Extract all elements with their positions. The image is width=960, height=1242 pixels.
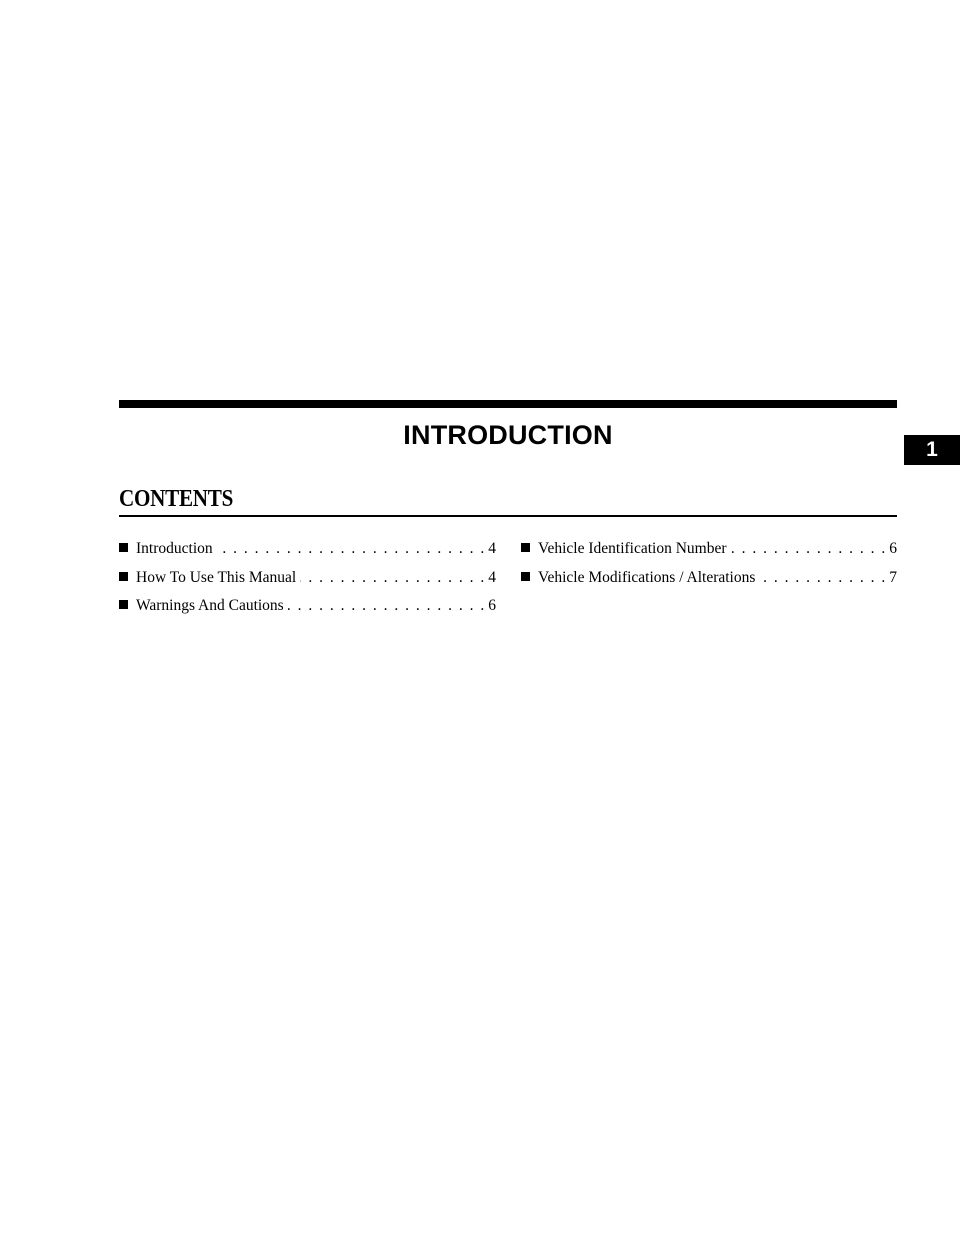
toc-entry-page: 4 (488, 568, 496, 586)
toc-entry-vin[interactable] (521, 537, 897, 566)
toc-entry-page: 7 (889, 568, 897, 586)
toc-entry-introduction[interactable] (119, 537, 496, 566)
toc-entry-label: Introduction (136, 540, 213, 557)
toc-entry-page: 4 (488, 540, 496, 557)
square-bullet-icon (521, 572, 530, 581)
dot-leader (759, 566, 885, 590)
toc-entry-how-to-use[interactable] (119, 566, 496, 595)
contents-heading: CONTENTS (119, 486, 234, 512)
toc-left-column (119, 537, 496, 623)
toc-entry-page: 6 (889, 540, 897, 557)
toc-entry-label: Vehicle Modifications / Alterations (538, 568, 756, 586)
toc-right-column (521, 537, 897, 594)
toc-entry-modifications[interactable] (521, 566, 897, 595)
square-bullet-icon (119, 600, 128, 609)
toc-entry-label: Warnings And Cautions (136, 597, 284, 614)
toc-entry-warnings[interactable] (119, 594, 496, 623)
chapter-tab[interactable]: 1 (904, 435, 960, 465)
toc-entry-label: How To Use This Manual (136, 568, 297, 586)
dot-leader (731, 537, 886, 561)
square-bullet-icon (119, 543, 128, 552)
chapter-title: INTRODUCTION (403, 420, 613, 450)
square-bullet-icon (119, 572, 128, 581)
dot-leader (288, 594, 485, 618)
toc-entry-label: Vehicle Identification Number (538, 540, 727, 557)
contents-rule (119, 515, 897, 517)
toc-entry-page: 6 (488, 597, 496, 614)
chapter-top-rule (119, 400, 897, 408)
dot-leader (300, 566, 484, 590)
square-bullet-icon (521, 543, 530, 552)
dot-leader (217, 537, 485, 561)
